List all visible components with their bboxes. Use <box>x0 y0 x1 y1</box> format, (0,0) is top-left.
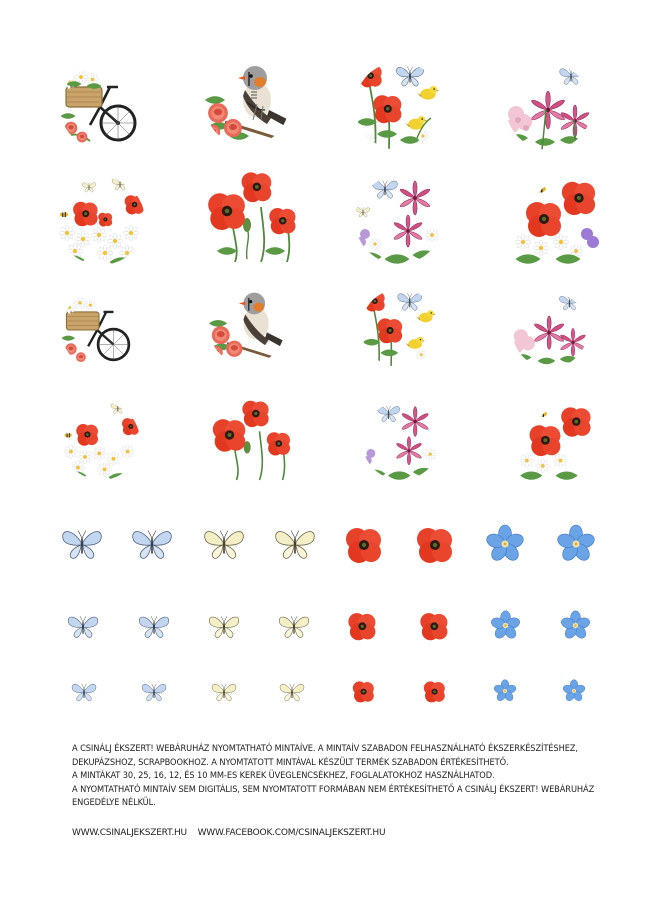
lilies-butterfly-motif <box>506 64 592 150</box>
finch-with-roses-motif <box>205 62 289 146</box>
blue-butterfly-icon <box>138 613 170 640</box>
bicycle-flower-basket-motif-small <box>61 292 137 368</box>
blue-forget-me-not-icon <box>560 610 591 641</box>
poppy-daisy-meadow-motif <box>57 177 145 265</box>
usage-notice <box>72 742 612 810</box>
poppies-daisies-bee-motif <box>513 178 599 264</box>
finch-with-roses-motif-small <box>209 289 285 365</box>
poppy-daisy-meadow-motif-small <box>62 402 140 480</box>
cream-butterfly-icon <box>211 681 237 703</box>
red-poppy-icon <box>346 610 377 641</box>
red-poppy-icon <box>351 679 375 703</box>
blue-butterfly-icon <box>131 526 173 562</box>
blue-butterfly-icon <box>61 526 103 562</box>
red-poppy-icon <box>418 610 449 641</box>
lilies-butterfly-motif-2 <box>355 176 443 264</box>
notice-line-1: A CSINÁLJ ÉKSZERT! WEBÁRUHÁZ NYOMTATHATÓ MINTAÍVE. A MINTAÍV SZABADON FELHASZNÁLHATÓ ÉKSZERKÉSZÍTÉSHEZ, DEKUPÁZSHOZ, SCRAPBOOKHOZ. A NYOMTATOTT MINTÁVAL KÉSZÜLT TERMÉK SZABADON ÉRTÉKESÍTHETŐ. <box>72 743 578 768</box>
red-poppy-icon <box>343 524 383 564</box>
poppies-butterfly-birds-motif-small <box>361 289 439 367</box>
footer-links <box>72 828 393 838</box>
notice-line-3: A NYOMTATHATÓ MINTAÍV SEM DIGITÁLIS, SEM NYOMTATOTT FORMÁBAN NEM ÉRTÉKESÍTHETŐ A CSINÁLJ ÉKSZERT! WEBÁRUHÁZ ENGEDÉLYE NÉLKÜL. <box>72 783 595 809</box>
cream-butterfly-icon <box>208 613 240 640</box>
red-poppy-icon <box>422 679 446 703</box>
poppy-stems-motif <box>205 167 300 262</box>
blue-butterfly-icon <box>141 681 167 703</box>
cream-butterfly-icon <box>203 526 245 562</box>
cream-butterfly-icon <box>274 526 316 562</box>
bicycle-flower-basket-motif <box>60 65 144 149</box>
blue-butterfly-icon <box>71 681 97 703</box>
poppies-daisies-bee-motif-small <box>518 404 594 480</box>
poppy-stems-motif-small <box>210 396 294 480</box>
blue-forget-me-not-icon <box>562 679 586 703</box>
website-link[interactable]: WWW.CSINALJEKSZERT.HU <box>72 828 187 838</box>
poppies-butterfly-birds-motif <box>355 62 443 150</box>
blue-forget-me-not-icon <box>556 524 596 564</box>
notice-line-2: A MINTÁKAT 30, 25, 16, 12, ÉS 10 MM-ES KEREK ÜVEGLENCSÉKHEZ, FOGLALATOKHOZ HASZNÁLHATOD. <box>72 770 495 782</box>
cream-butterfly-icon <box>278 613 310 640</box>
blue-forget-me-not-icon <box>490 610 521 641</box>
lilies-butterfly-motif-small-2 <box>362 402 440 480</box>
lilies-butterfly-motif-small <box>512 292 588 368</box>
cream-butterfly-icon <box>279 681 305 703</box>
blue-forget-me-not-icon <box>485 524 525 564</box>
facebook-link[interactable]: WWW.FACEBOOK.COM/CSINALJEKSZERT.HU <box>197 828 386 838</box>
blue-butterfly-icon <box>67 613 99 640</box>
blue-forget-me-not-icon <box>493 679 517 703</box>
red-poppy-icon <box>414 524 454 564</box>
